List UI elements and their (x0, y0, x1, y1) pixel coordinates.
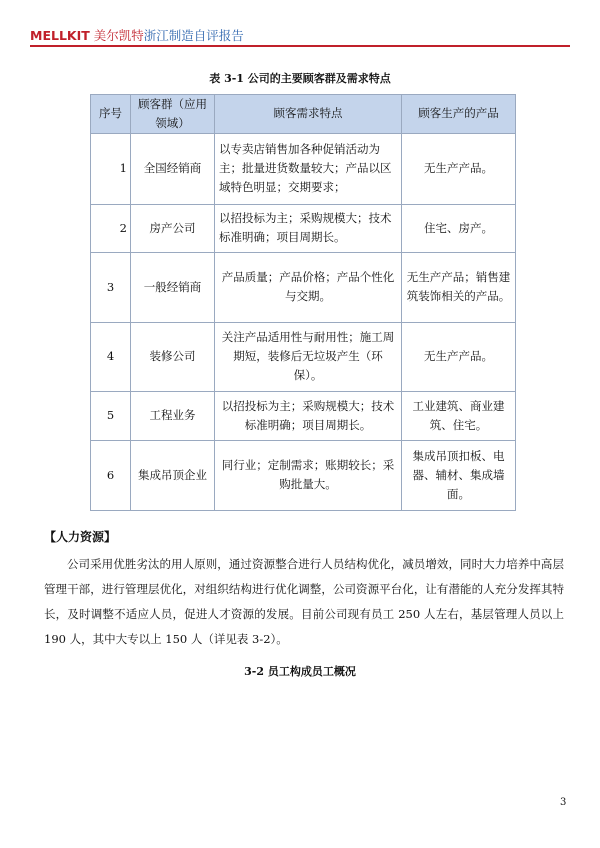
row-index: 5 (91, 391, 131, 440)
row-customer-needs: 同行业；定制需求；账期较长；采购批量大。 (215, 440, 402, 510)
row-customer-needs: 关注产品适用性与耐用性；施工周期短，装修后无垃圾产生（环保）。 (215, 322, 402, 391)
row-index: 1 (91, 133, 131, 204)
table-row (91, 391, 516, 440)
row-index: 6 (91, 440, 131, 510)
row-index: 4 (91, 322, 131, 391)
header-customer-needs: 顾客需求特点 (215, 95, 402, 134)
header-customer-group: 顾客群（应用领域） (131, 95, 215, 134)
table-row (91, 204, 516, 252)
row-customer-group: 集成吊顶企业 (131, 440, 215, 510)
header-customer-products: 顾客生产的产品 (402, 95, 516, 134)
table-row (91, 322, 516, 391)
row-index: 2 (91, 204, 131, 252)
page-header (30, 26, 570, 46)
row-customer-group: 工程业务 (131, 391, 215, 440)
header-index: 序号 (91, 95, 131, 134)
row-customer-needs: 以招投标为主；采购规模大；技术标准明确；项目周期长。 (215, 391, 402, 440)
section-heading-human-resources: 【人力资源】 (44, 530, 117, 544)
row-customer-products: 工业建筑、商业建筑、住宅。 (402, 391, 516, 440)
header-divider (30, 45, 570, 47)
header-report-title: 浙江制造自评报告 (143, 28, 244, 43)
row-customer-group: 一般经销商 (131, 252, 215, 322)
table-row (91, 440, 516, 510)
row-customer-needs: 以招投标为主；采购规模大；技术标准明确；项目周期长。 (215, 204, 402, 252)
row-customer-products: 住宅、房产。 (402, 204, 516, 252)
row-customer-needs: 以专卖店销售加各种促销活动为主；批量进货数量较大；产品以区域特色明显；交期要求； (215, 133, 402, 204)
row-customer-products: 无生产产品。 (402, 322, 516, 391)
human-resources-paragraph: 公司采用优胜劣汰的用人原则，通过资源整合进行人员结构优化，减员增效，同时大力培养中高层管理干部，进行管理层优化，对组织结构进行优化调整，公司资源平台化，让有潜能的人充分发挥其特长，及时调整不适应人员，促进人才资源的发展。目前公司现有员工 250 人左右，基层管理人员以上 190 人，其中大专以上 150 人（详见表 3-2）。 (44, 557, 564, 646)
page-number: 3 (560, 797, 567, 808)
row-customer-group: 装修公司 (131, 322, 215, 391)
customer-groups-table (90, 94, 516, 511)
brand-logo-text: MELLKIT (30, 28, 90, 43)
row-index: 3 (91, 252, 131, 322)
header-company-name: 美尔凯特 (93, 28, 144, 43)
table-3-2-caption: 3-2 员工构成员工概况 (244, 665, 356, 678)
row-customer-products: 集成吊顶扣板、电器、辅材、集成墙面。 (402, 440, 516, 510)
row-customer-products: 无生产产品。 (402, 133, 516, 204)
row-customer-group: 全国经销商 (131, 133, 215, 204)
table-3-1-caption: 表 3-1 公司的主要顾客群及需求特点 (209, 72, 391, 85)
row-customer-needs: 产品质量；产品价格；产品个性化与交期。 (215, 252, 402, 322)
row-customer-products: 无生产产品；销售建筑装饰相关的产品。 (402, 252, 516, 322)
table-row (91, 133, 516, 204)
table-header-row (91, 95, 516, 134)
table-row (91, 252, 516, 322)
row-customer-group: 房产公司 (131, 204, 215, 252)
